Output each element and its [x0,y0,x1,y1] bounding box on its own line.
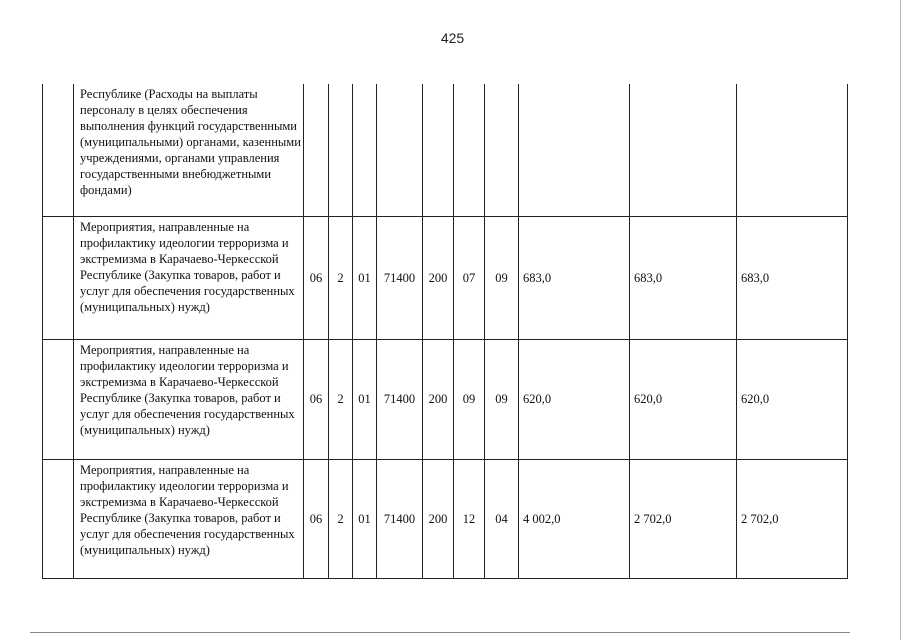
code-cell: 200 [423,339,454,459]
code-cell: 01 [353,459,377,578]
amount-cell [519,84,630,216]
code-cell: 06 [304,459,329,578]
scan-edge-line [900,0,901,640]
table-row [43,216,848,339]
row-index-cell [43,84,74,216]
row-index-cell [43,339,74,459]
code-cell [304,84,329,216]
amount-cell: 683,0 [630,216,737,339]
code-cell: 01 [353,216,377,339]
code-cell: 09 [454,339,485,459]
amount-cell: 683,0 [737,216,848,339]
code-cell: 200 [423,216,454,339]
row-index-cell [43,459,74,578]
code-cell: 06 [304,216,329,339]
amount-cell: 683,0 [519,216,630,339]
code-cell: 71400 [377,459,423,578]
amount-cell: 620,0 [737,339,848,459]
page-number: 425 [440,30,465,46]
code-cell: 04 [485,459,519,578]
amount-cell [630,84,737,216]
code-cell: 2 [329,459,353,578]
amount-cell [737,84,848,216]
description-cell: Республике (Расходы на выплаты персоналу в целях обеспечения выполнения функций государственными (муниципальными) органами, казенными учреждениями, органами управления государственными внебюджетными фондами) [74,84,304,216]
code-cell: 200 [423,459,454,578]
table-row [43,459,848,578]
budget-table [42,84,848,579]
amount-cell: 2 702,0 [630,459,737,578]
code-cell: 2 [329,339,353,459]
code-cell: 2 [329,216,353,339]
table-row [43,84,848,216]
amount-cell: 620,0 [519,339,630,459]
amount-cell: 4 002,0 [519,459,630,578]
row-index-cell [43,216,74,339]
code-cell: 09 [485,216,519,339]
code-cell [377,84,423,216]
amount-cell: 620,0 [630,339,737,459]
code-cell [329,84,353,216]
code-cell [485,84,519,216]
code-cell [423,84,454,216]
code-cell: 06 [304,339,329,459]
code-cell [353,84,377,216]
bottom-rule [30,632,850,633]
code-cell: 09 [485,339,519,459]
amount-cell: 2 702,0 [737,459,848,578]
code-cell: 71400 [377,216,423,339]
table-row [43,339,848,459]
description-cell: Мероприятия, направленные на профилактику идеологии терроризма и экстремизма в Карачаево-Черкесской Республике (Закупка товаров, работ и услуг для обеспечения государственных (муниципальных) нужд) [74,459,304,578]
code-cell: 07 [454,216,485,339]
code-cell: 12 [454,459,485,578]
description-cell: Мероприятия, направленные на профилактику идеологии терроризма и экстремизма в Карачаево-Черкесской Республике (Закупка товаров, работ и услуг для обеспечения государственных (муниципальных) нужд) [74,339,304,459]
code-cell [454,84,485,216]
description-cell: Мероприятия, направленные на профилактику идеологии терроризма и экстремизма в Карачаево-Черкесской Республике (Закупка товаров, работ и услуг для обеспечения государственных (муниципальных) нужд) [74,216,304,339]
code-cell: 01 [353,339,377,459]
code-cell: 71400 [377,339,423,459]
